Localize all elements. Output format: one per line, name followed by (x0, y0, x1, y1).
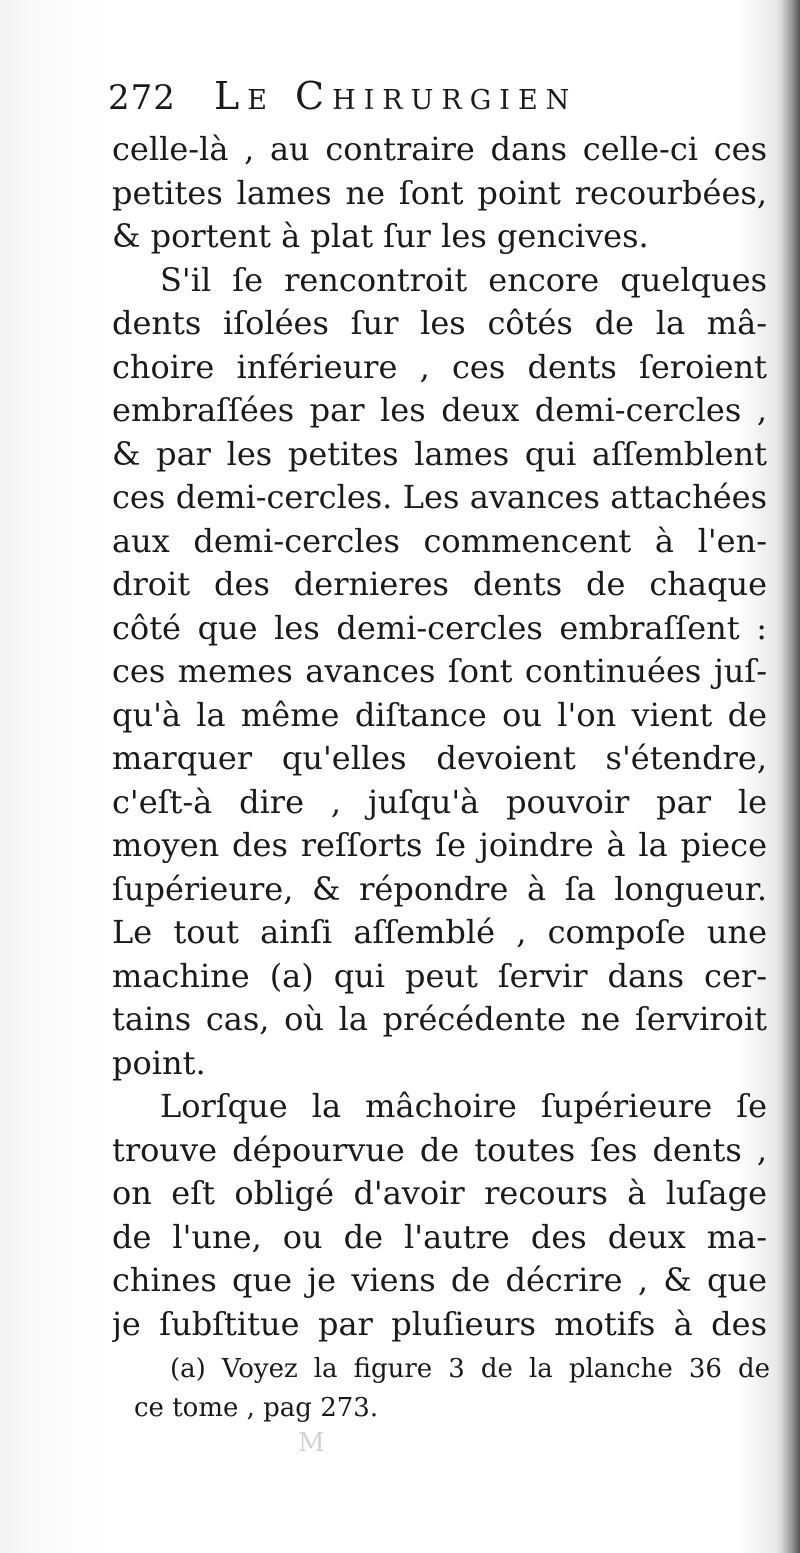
text-line: & portent à plat ſur les gencives. (112, 217, 649, 255)
text-line: aux demi-cercles commencent à l'en- (112, 521, 767, 560)
text-line: chines que je viens de décrire , & que (112, 1261, 767, 1299)
text-line: qu'à la même diſtance ou l'on vient de (112, 695, 767, 734)
text-line: c'eſt-à dire , juſqu'à pouvoir par le (112, 782, 767, 821)
signature-mark: M (298, 1428, 325, 1458)
text-line: & par les petites lames qui aſſemblent (112, 434, 767, 473)
text-line: point. (112, 1043, 206, 1082)
page-header (108, 72, 668, 122)
footnote-line: (a) Voyez la figure 3 de la planche 36 de (170, 1354, 770, 1384)
text-line: embraſſées par les deux demi-cercles , (112, 391, 767, 429)
text-line: ces demi-cercles. Les avances attachées (112, 478, 767, 516)
text-line: S'il ſe rencontroit encore quelques (160, 260, 767, 299)
text-line: on eſt obligé d'avoir recours à luſage (112, 1174, 767, 1212)
text-line: Lorſque la mâchoire ſupérieure ſe (160, 1087, 767, 1125)
text-line: choire inférieure , ces dents ſeroient (112, 347, 767, 386)
footnote-line: ce tome , pag 273. (134, 1393, 379, 1423)
running-title: Le Chirurgien (214, 74, 578, 118)
text-line: droit des dernieres dents de chaque (112, 565, 767, 603)
text-line: marquer qu'elles devoient s'étendre, (112, 739, 767, 777)
text-line: ſupérieure, & répondre à ſa longueur. (112, 869, 767, 908)
text-line: dents iſolées ſur les côtés de la mâ- (112, 304, 767, 342)
text-line: tains cas, où la précédente ne ſerviroit (112, 1000, 767, 1038)
text-line: de l'une, ou de l'autre des deux ma- (112, 1217, 767, 1256)
text-line: petites lames ne ſont point recourbées, (112, 173, 767, 212)
text-line: ces memes avances ſont continuées juſ- (112, 652, 767, 690)
text-line: Le tout ainſi aſſemblé , compoſe une (112, 913, 767, 951)
page-edge-shadow (782, 0, 800, 1553)
text-line: celle-là , au contraire dans celle-ci ces (112, 130, 767, 168)
text-line: moyen des reſſorts ſe joindre à la piece (112, 826, 767, 864)
page-number: 272 (108, 78, 176, 118)
body-text (112, 128, 767, 1346)
text-line: trouve dépourvue de toutes ſes dents , (112, 1130, 767, 1169)
text-line: je ſubſtitue par pluſieurs motifs à des (112, 1304, 767, 1343)
text-line: côté que les demi-cercles embraſſent : (112, 608, 767, 647)
footnote (134, 1350, 770, 1428)
text-line: machine (a) qui peut ſervir dans cer- (112, 956, 767, 995)
